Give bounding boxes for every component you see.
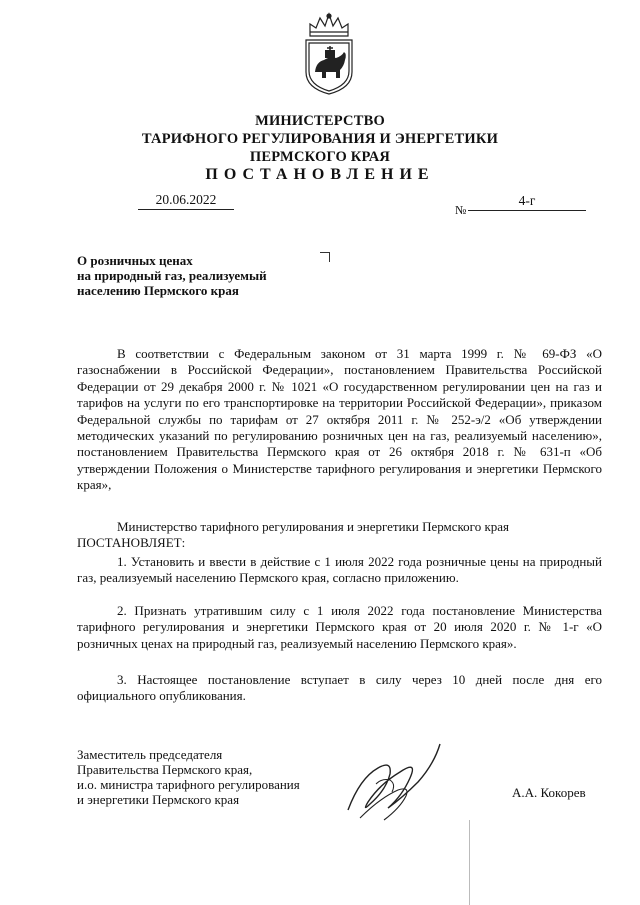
document-subject bbox=[77, 253, 267, 298]
decree-intro: Министерство тарифного регулирования и энергетики Пермского края bbox=[117, 519, 510, 534]
decree-word: ПОСТАНОВЛЯЕТ: bbox=[77, 535, 186, 550]
coat-of-arms-icon bbox=[300, 12, 358, 96]
handwritten-signature-icon bbox=[340, 738, 450, 828]
corner-mark bbox=[320, 252, 330, 262]
signatory-line-2: Правительства Пермского края, bbox=[77, 762, 253, 777]
subject-line-2: на природный газ, реализуемый bbox=[77, 268, 267, 283]
scan-artifact-line bbox=[469, 820, 470, 905]
item-3-paragraph: 3. Настоящее постановление вступает в силу через 10 дней после дня его официального опубликования. bbox=[77, 672, 602, 704]
document-type-title: ПОСТАНОВЛЕНИЕ bbox=[205, 166, 435, 183]
document-date: 20.06.2022 bbox=[138, 192, 234, 210]
signatory-line-4: и энергетики Пермского края bbox=[77, 792, 240, 807]
document-number: 4-г bbox=[468, 193, 586, 211]
signatory-line-3: и.о. министра тарифного регулирования bbox=[77, 777, 300, 792]
signatory-name: А.А. Кокорев bbox=[512, 785, 586, 800]
signatory-line-1: Заместитель председателя bbox=[77, 747, 223, 762]
item-2-paragraph: 2. Признать утратившим силу с 1 июля 2022 года постановление Министерства тарифного регулирования и энергетики Пермского края от 20 июля 2020 г. № 1-г «О розничных ценах на природный газ, реализуемый населению Пермского края». bbox=[77, 603, 602, 651]
ministry-name-line-3: ПЕРМСКОГО КРАЯ bbox=[249, 149, 391, 165]
item-1-paragraph: 1. Установить и ввести в действие с 1 июля 2022 года розничные цены на природный газ, реализуемый населению Пермского края, согласно приложению. bbox=[77, 554, 602, 586]
preamble-paragraph: В соответствии с Федеральным законом от 31 марта 1999 г. № 69-ФЗ «О газоснабжении в Российской Федерации», постановлением Правительства Российской Федерации от 29 декабря 2000 г. № 1021 «О государственном регулировании цен на газ и тарифов на услуги по его транспортировке на территории Российской Федерации», приказом Федеральной службы по тарифам от 27 октября 2011 г. № 252-э/2 «Об утверждении методических указаний по регулированию розничных цен на газ, реализуемый населению», постановлением Правительства Пермского края от 26 октября 2018 г. № 631-п «Об утверждении Положения о Министерстве тарифного регулирования и энергетики Пермского края», bbox=[77, 346, 602, 493]
number-label: № bbox=[455, 203, 467, 217]
signatory-position bbox=[77, 747, 300, 807]
ministry-name-line-1: МИНИСТЕРСТВО bbox=[255, 113, 385, 129]
ministry-name-line-2: ТАРИФНОГО РЕГУЛИРОВАНИЯ И ЭНЕРГЕТИКИ bbox=[141, 131, 499, 147]
subject-line-3: населению Пермского края bbox=[77, 283, 239, 298]
subject-line-1: О розничных ценах bbox=[77, 253, 193, 268]
